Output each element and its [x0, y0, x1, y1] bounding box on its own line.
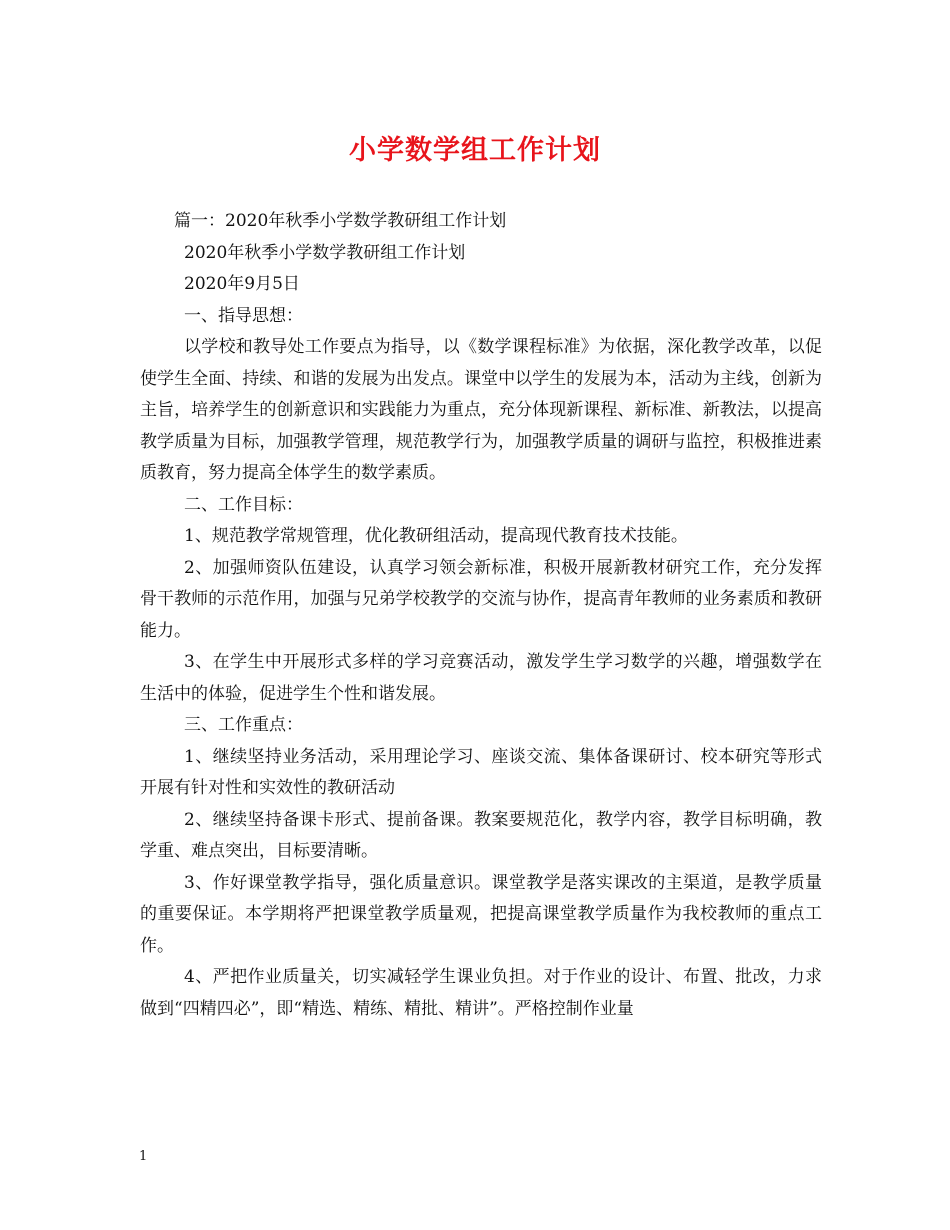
work-focus-item: 3、作好课堂教学指导，强化质量意识。课堂教学是落实课改的主渠道，是教学质量的重要保证。本学期将严把课堂教学质量观，把提高课堂教学质量作为我校教师的重点工作。	[140, 872, 822, 956]
paragraph-guiding-thought: 以学校和教导处工作要点为指导，以《数学课程标准》为依据，深化教学改革，以促使学生全面、持续、和谐的发展为出发点。课堂中以学生的发展为本，活动为主线，创新为主旨，培养学生的创新意识和实践能力为重点，充分体现新课程、新标准、新教法，以提高教学质量为目标，加强教学管理，规范教学行为，加强教学质量的调研与监控，积极推进素质教育，努力提高全体学生的数学素质。	[140, 337, 822, 483]
section-heading-article-one: 篇一：2020年秋季小学数学教研组工作计划	[174, 211, 507, 231]
work-focus-item: 2、继续坚持备课卡形式、提前备课。教案要规范化，教学内容，教学目标明确，教学重、难点突出，目标要清晰。	[140, 809, 822, 861]
work-goal-item: 2、加强师资队伍建设，认真学习领会新标准，积极开展新教材研究工作，充分发挥骨干教师的示范作用，加强与兄弟学校教学的交流与协作，提高青年教师的业务素质和教研能力。	[140, 557, 822, 641]
document-title: 小学数学组工作计划	[349, 135, 601, 166]
plan-subtitle: 2020年秋季小学数学教研组工作计划	[184, 242, 466, 263]
heading-guiding-thought: 一、指导思想：	[184, 305, 303, 326]
work-goal-item: 3、在学生中开展形式多样的学习竞赛活动，激发学生学习数学的兴趣，增强数学在生活中的体验，促进学生个性和谐发展。	[140, 652, 822, 704]
page-number: 1	[139, 1149, 148, 1164]
work-focus-item: 4、严把作业质量关，切实减轻学生课业负担。对于作业的设计、布置、批改，力求做到“四精四必”，即“精选、精练、精批、精讲”。严格控制作业量	[140, 967, 822, 1019]
plan-date: 2020年9月5日	[184, 274, 300, 294]
heading-work-goals: 二、工作目标：	[184, 494, 303, 515]
work-goal-item: 1、规范教学常规管理，优化教研组活动，提高现代教育技术技能。	[184, 526, 688, 546]
document-body	[140, 206, 822, 1025]
work-focus-item: 1、继续坚持业务活动，采用理论学习、座谈交流、集体备课研讨、校本研究等形式开展有针对性和实效性的教研活动	[140, 746, 822, 798]
heading-work-focus: 三、工作重点：	[184, 715, 303, 735]
